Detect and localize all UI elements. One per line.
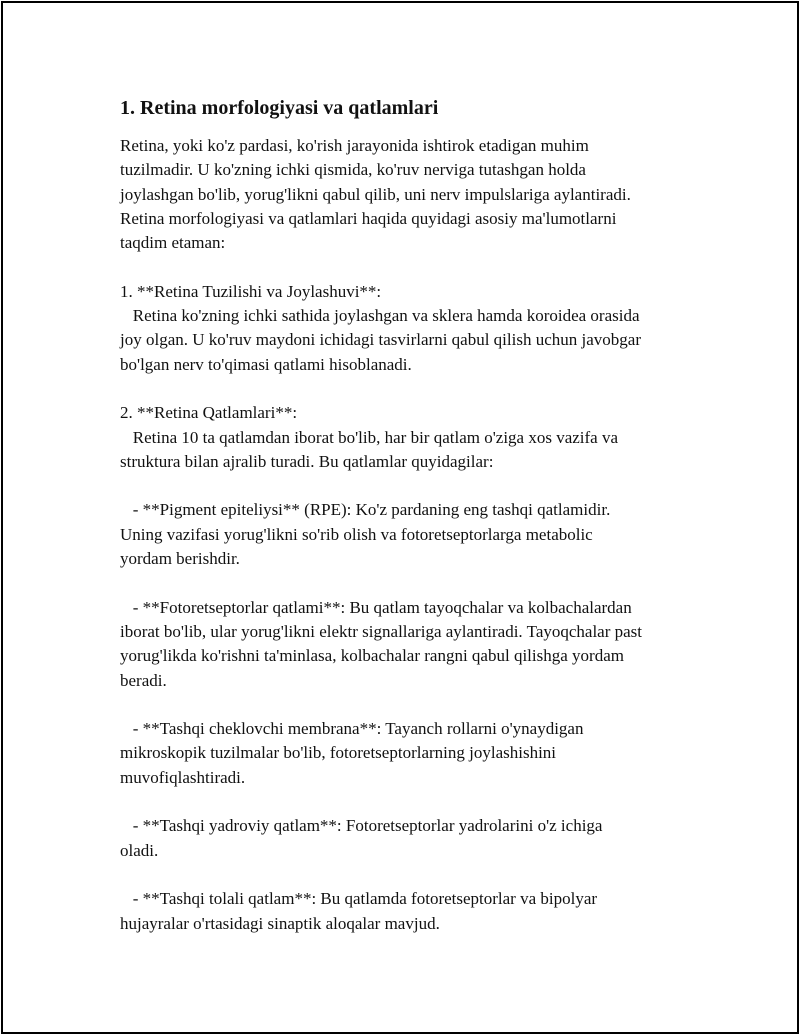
text-line: muvofiqlashtiradi.: [120, 767, 246, 787]
blank-line: [120, 255, 695, 279]
text-line: - **Tashqi cheklovchi membrana**: Tayanch rollarni o'ynaydigan: [120, 719, 584, 739]
text-line: hujayralar o'rtasidagi sinaptik aloqalar mavjud.: [120, 913, 440, 933]
text-line: Retina, yoki ko'z pardasi, ko'rish jarayonida ishtirok etadigan muhim: [120, 136, 589, 155]
text-line: Uning vazifasi yorug'likni so'rib olish va fotoretseptorlarga metabolic: [120, 524, 593, 544]
text-line: oladi.: [120, 840, 159, 860]
text-line: Retina ko'zning ichki sathida joylashgan va sklera hamda koroidea orasida: [120, 306, 640, 326]
text-line: - **Fotoretseptorlar qatlami**: Bu qatlam tayoqchalar va kolbachalardan: [120, 597, 632, 617]
blank-line: [120, 790, 695, 814]
blank-line: [120, 474, 695, 498]
text-line: bo'lgan nerv to'qimasi qatlami hisoblanadi.: [120, 354, 412, 374]
text-line: yordam berishdir.: [120, 549, 240, 569]
text-line: mikroskopik tuzilmalar bo'lib, fotoretseptorlarning joylashishini: [120, 743, 557, 763]
text-line: yorug'likda ko'rishni ta'minlasa, kolbachalar rangni qabul qilishga yordam: [120, 646, 624, 666]
text-line: joylashgan bo'lib, yorug'likni qabul qilib, uni nerv impulslariga aylantiradi.: [120, 184, 631, 204]
text-line: 2. **Retina Qatlamlari**:: [120, 403, 298, 423]
text-line: - **Tashqi tolali qatlam**: Bu qatlamda fotoretseptorlar va bipolyar: [120, 889, 598, 909]
text-line: tuzilmadir. U ko'zning ichki qismida, ko'ruv nerviga tutashgan holda: [120, 160, 586, 180]
section-heading: 1. Retina morfologiyasi va qatlamlari: [120, 97, 439, 119]
document-content: [120, 93, 695, 936]
text-line: 1. **Retina Tuzilishi va Joylashuvi**:: [120, 281, 382, 301]
blank-line: [120, 377, 695, 401]
text-line: beradi.: [120, 670, 167, 690]
document-body: [120, 134, 695, 936]
blank-line: [120, 693, 695, 717]
blank-line: [120, 863, 695, 887]
text-line: Retina morfologiyasi va qatlamlari haqida quyidagi asosiy ma'lumotlarni: [120, 208, 617, 228]
text-line: Retina 10 ta qatlamdan iborat bo'lib, har bir qatlam o'ziga xos vazifa va: [120, 427, 619, 447]
text-line: iborat bo'lib, ular yorug'likni elektr signallariga aylantiradi. Tayoqchalar past: [120, 621, 643, 641]
text-line: - **Tashqi yadroviy qatlam**: Fotoretseptorlar yadrolarini o'z ichiga: [120, 816, 603, 836]
text-line: struktura bilan ajralib turadi. Bu qatlamlar quyidagilar:: [120, 451, 494, 471]
text-line: joy olgan. U ko'ruv maydoni ichidagi tasvirlarni qabul qilish uchun javobgar: [120, 330, 641, 350]
text-line: - **Pigment epiteliysi** (RPE): Ko'z pardaning eng tashqi qatlamidir.: [120, 500, 611, 520]
document-page: [1, 1, 799, 1034]
text-line: taqdim etaman:: [120, 233, 226, 253]
blank-line: [120, 571, 695, 595]
